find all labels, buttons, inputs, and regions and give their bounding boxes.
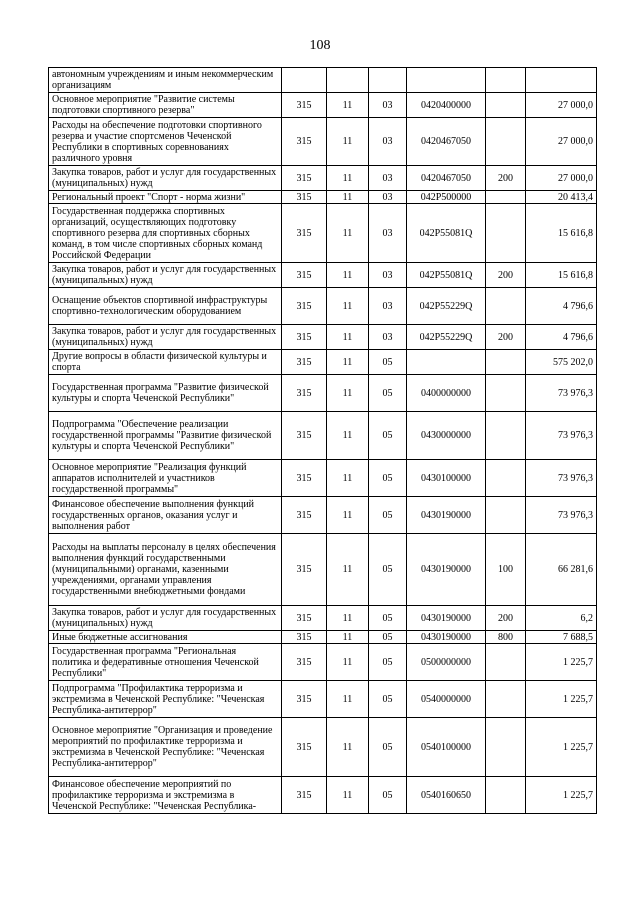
row-section-code: 11: [327, 681, 369, 718]
row-expense-type: [486, 288, 526, 325]
row-target-code: 0430190000: [407, 497, 486, 534]
row-ministry-code: 315: [282, 350, 327, 375]
row-expense-type: 200: [486, 606, 526, 631]
row-amount: 73 976,3: [526, 460, 597, 497]
row-section-code: 11: [327, 263, 369, 288]
row-ministry-code: 315: [282, 497, 327, 534]
row-section-code: 11: [327, 606, 369, 631]
row-subsection-code: 05: [369, 718, 407, 777]
table-row: [49, 118, 597, 166]
row-name: Иные бюджетные ассигнования: [49, 631, 282, 644]
row-name: Финансовое обеспечение выполнения функций государственных органов, оказания услуг и выполнения работ: [49, 497, 282, 534]
row-section-code: 11: [327, 644, 369, 681]
row-amount: 66 281,6: [526, 534, 597, 606]
row-name: Государственная поддержка спортивных организаций, осуществляющих подготовку спортивного резерва для спортивных сборных команд, в том числе спортивных сборных команд Российской Федерации: [49, 204, 282, 263]
table-row: [49, 718, 597, 777]
row-target-code: 042P55229Q: [407, 288, 486, 325]
row-expense-type: [486, 68, 526, 93]
row-ministry-code: 315: [282, 93, 327, 118]
row-expense-type: [486, 93, 526, 118]
row-section-code: [327, 68, 369, 93]
row-name: автономным учреждениям и иным некоммерческим организациям: [49, 68, 282, 93]
table-row: [49, 191, 597, 204]
row-name: Расходы на обеспечение подготовки спортивного резерва и участие спортсменов Чеченской Республики в спортивных соревнованиях различного уровня: [49, 118, 282, 166]
row-ministry-code: 315: [282, 118, 327, 166]
row-subsection-code: 03: [369, 166, 407, 191]
row-ministry-code: 315: [282, 460, 327, 497]
row-section-code: 11: [327, 631, 369, 644]
row-ministry-code: 315: [282, 644, 327, 681]
row-ministry-code: 315: [282, 412, 327, 460]
row-ministry-code: 315: [282, 288, 327, 325]
table-row: [49, 204, 597, 263]
row-section-code: 11: [327, 288, 369, 325]
row-ministry-code: 315: [282, 191, 327, 204]
table-row: [49, 606, 597, 631]
row-subsection-code: 05: [369, 497, 407, 534]
row-expense-type: [486, 412, 526, 460]
table-row: [49, 534, 597, 606]
table-row: [49, 93, 597, 118]
row-name: Другие вопросы в области физической культуры и спорта: [49, 350, 282, 375]
row-ministry-code: 315: [282, 606, 327, 631]
table-row: [49, 460, 597, 497]
row-section-code: 11: [327, 93, 369, 118]
row-amount: 4 796,6: [526, 325, 597, 350]
row-expense-type: 800: [486, 631, 526, 644]
row-subsection-code: 05: [369, 375, 407, 412]
row-expense-type: 200: [486, 325, 526, 350]
row-expense-type: 100: [486, 534, 526, 606]
row-expense-type: [486, 644, 526, 681]
row-section-code: 11: [327, 412, 369, 460]
row-subsection-code: 05: [369, 534, 407, 606]
row-subsection-code: 05: [369, 777, 407, 814]
row-target-code: 042P55081Q: [407, 204, 486, 263]
row-subsection-code: 03: [369, 204, 407, 263]
row-target-code: 0430190000: [407, 606, 486, 631]
row-name: Основное мероприятие "Организация и проведение мероприятий по профилактике терроризма и экстремизма в Чеченской Республике: "Чеченская Республика-антитеррор": [49, 718, 282, 777]
row-amount: 27 000,0: [526, 118, 597, 166]
row-target-code: 042P55229Q: [407, 325, 486, 350]
row-section-code: 11: [327, 325, 369, 350]
row-expense-type: [486, 375, 526, 412]
table-row: [49, 263, 597, 288]
row-expense-type: 200: [486, 263, 526, 288]
table-row: [49, 412, 597, 460]
row-name: Государственная программа "Развитие физической культуры и спорта Чеченской Республики": [49, 375, 282, 412]
row-amount: 20 413,4: [526, 191, 597, 204]
row-name: Закупка товаров, работ и услуг для государственных (муниципальных) нужд: [49, 166, 282, 191]
row-target-code: 0400000000: [407, 375, 486, 412]
row-section-code: 11: [327, 375, 369, 412]
row-target-code: 0540100000: [407, 718, 486, 777]
row-ministry-code: 315: [282, 166, 327, 191]
row-amount: 575 202,0: [526, 350, 597, 375]
row-amount: 15 616,8: [526, 263, 597, 288]
table-row: [49, 166, 597, 191]
row-name: Основное мероприятие "Развитие системы подготовки спортивного резерва": [49, 93, 282, 118]
row-expense-type: [486, 118, 526, 166]
row-section-code: 11: [327, 350, 369, 375]
row-name: Региональный проект "Спорт - норма жизни": [49, 191, 282, 204]
row-name: Расходы на выплаты персоналу в целях обеспечения выполнения функций государственными (муниципальными) органами, казенными учреждениями, органами управления государственными внебюджетными фондами: [49, 534, 282, 606]
row-name: Государственная программа "Региональная политика и федеративные отношения Чеченской Республики": [49, 644, 282, 681]
row-amount: 73 976,3: [526, 497, 597, 534]
row-ministry-code: [282, 68, 327, 93]
row-amount: 73 976,3: [526, 375, 597, 412]
row-ministry-code: 315: [282, 534, 327, 606]
row-amount: [526, 68, 597, 93]
row-target-code: 0430190000: [407, 631, 486, 644]
table-row: [49, 681, 597, 718]
row-section-code: 11: [327, 460, 369, 497]
row-amount: 15 616,8: [526, 204, 597, 263]
row-subsection-code: 05: [369, 460, 407, 497]
row-ministry-code: 315: [282, 777, 327, 814]
row-name: Закупка товаров, работ и услуг для государственных (муниципальных) нужд: [49, 606, 282, 631]
row-section-code: 11: [327, 534, 369, 606]
row-expense-type: 200: [486, 166, 526, 191]
row-expense-type: [486, 204, 526, 263]
row-name: Финансовое обеспечение мероприятий по профилактике терроризма и экстремизма в Чеченской Республике: "Чеченская Республика-: [49, 777, 282, 814]
row-ministry-code: 315: [282, 325, 327, 350]
row-expense-type: [486, 350, 526, 375]
row-amount: 4 796,6: [526, 288, 597, 325]
row-ministry-code: 315: [282, 263, 327, 288]
row-subsection-code: 03: [369, 325, 407, 350]
budget-table: [48, 67, 597, 814]
row-subsection-code: 05: [369, 350, 407, 375]
table-row: [49, 777, 597, 814]
row-section-code: 11: [327, 118, 369, 166]
row-ministry-code: 315: [282, 204, 327, 263]
row-amount: 1 225,7: [526, 681, 597, 718]
row-subsection-code: 03: [369, 263, 407, 288]
row-target-code: 0420467050: [407, 166, 486, 191]
row-amount: 6,2: [526, 606, 597, 631]
row-target-code: 0420467050: [407, 118, 486, 166]
row-expense-type: [486, 718, 526, 777]
row-expense-type: [486, 681, 526, 718]
table-row: [49, 497, 597, 534]
row-target-code: [407, 350, 486, 375]
row-amount: 1 225,7: [526, 718, 597, 777]
row-target-code: 0540160650: [407, 777, 486, 814]
row-amount: 27 000,0: [526, 166, 597, 191]
table-row: [49, 288, 597, 325]
row-section-code: 11: [327, 497, 369, 534]
row-ministry-code: 315: [282, 681, 327, 718]
row-expense-type: [486, 460, 526, 497]
table-row: [49, 325, 597, 350]
row-name: Оснащение объектов спортивной инфраструктуры спортивно-технологическим оборудованием: [49, 288, 282, 325]
row-ministry-code: 315: [282, 718, 327, 777]
row-name: Подпрограмма "Профилактика терроризма и экстремизма в Чеченской Республике: "Чеченская Республика-антитеррор": [49, 681, 282, 718]
row-amount: 1 225,7: [526, 777, 597, 814]
row-name: Подпрограмма "Обеспечение реализации государственной программы "Развитие физической культуры и спорта Чеченской Республики": [49, 412, 282, 460]
row-target-code: 0430190000: [407, 534, 486, 606]
row-subsection-code: 05: [369, 681, 407, 718]
row-ministry-code: 315: [282, 631, 327, 644]
row-name: Основное мероприятие "Реализация функций аппаратов исполнителей и участников государственной программы": [49, 460, 282, 497]
row-name: Закупка товаров, работ и услуг для государственных (муниципальных) нужд: [49, 263, 282, 288]
row-target-code: 0430000000: [407, 412, 486, 460]
row-subsection-code: 03: [369, 93, 407, 118]
row-target-code: 0420400000: [407, 93, 486, 118]
row-target-code: 042P500000: [407, 191, 486, 204]
row-subsection-code: 05: [369, 412, 407, 460]
row-target-code: [407, 68, 486, 93]
table-row: [49, 375, 597, 412]
row-target-code: 0430100000: [407, 460, 486, 497]
row-expense-type: [486, 191, 526, 204]
row-section-code: 11: [327, 204, 369, 263]
row-amount: 27 000,0: [526, 93, 597, 118]
row-expense-type: [486, 777, 526, 814]
row-subsection-code: [369, 68, 407, 93]
budget-table-body: [49, 68, 597, 814]
row-target-code: 042P55081Q: [407, 263, 486, 288]
row-target-code: 0500000000: [407, 644, 486, 681]
row-ministry-code: 315: [282, 375, 327, 412]
table-row: [49, 644, 597, 681]
row-subsection-code: 05: [369, 631, 407, 644]
row-section-code: 11: [327, 718, 369, 777]
row-name: Закупка товаров, работ и услуг для государственных (муниципальных) нужд: [49, 325, 282, 350]
row-subsection-code: 03: [369, 191, 407, 204]
row-amount: 7 688,5: [526, 631, 597, 644]
row-section-code: 11: [327, 191, 369, 204]
row-amount: 1 225,7: [526, 644, 597, 681]
table-row: [49, 68, 597, 93]
row-amount: 73 976,3: [526, 412, 597, 460]
page-number: 108: [309, 38, 331, 53]
row-section-code: 11: [327, 166, 369, 191]
row-section-code: 11: [327, 777, 369, 814]
row-subsection-code: 05: [369, 644, 407, 681]
row-target-code: 0540000000: [407, 681, 486, 718]
table-row: [49, 350, 597, 375]
table-row: [49, 631, 597, 644]
row-subsection-code: 03: [369, 118, 407, 166]
row-subsection-code: 03: [369, 288, 407, 325]
row-subsection-code: 05: [369, 606, 407, 631]
row-expense-type: [486, 497, 526, 534]
